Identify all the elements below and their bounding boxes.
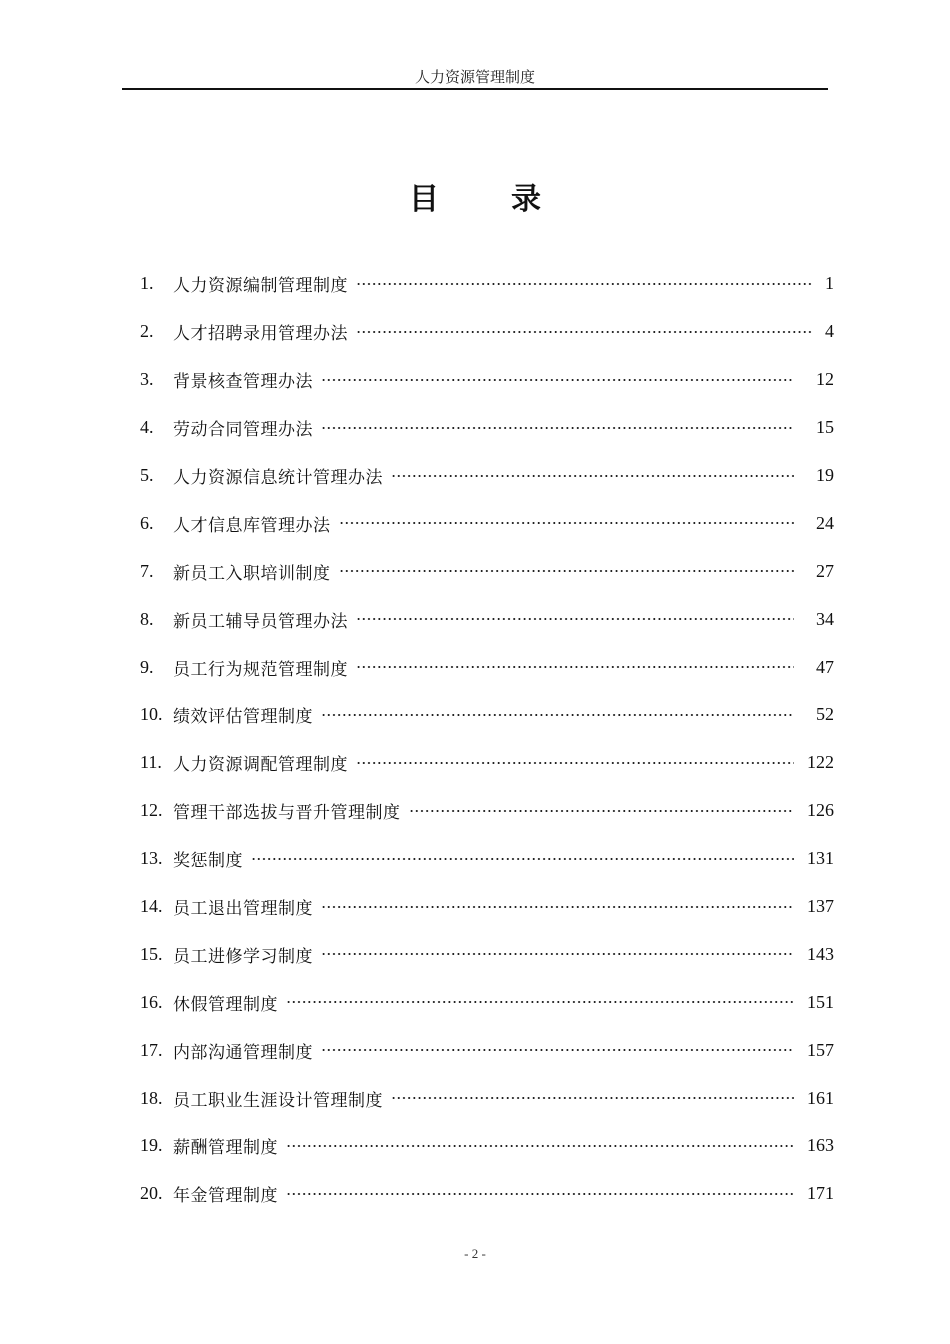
toc-list — [140, 260, 834, 1218]
toc-dot-leader — [356, 283, 813, 285]
toc-dot-leader — [391, 1097, 794, 1099]
toc-entry-title: 人力资源调配管理制度 — [173, 755, 348, 776]
toc-entry-title: 年金管理制度 — [173, 1186, 278, 1207]
page-number: - 2 - — [464, 1246, 486, 1261]
toc-entry-page: 12 — [816, 369, 834, 390]
toc-entry-number: 15. — [140, 943, 163, 964]
toc-entry[interactable] — [140, 308, 834, 356]
toc-entry[interactable] — [140, 1170, 834, 1218]
toc-entry[interactable] — [140, 452, 834, 500]
toc-entry-page: 122 — [807, 752, 834, 773]
toc-entry-page: 19 — [816, 465, 834, 485]
toc-entry-page: 171 — [807, 1183, 834, 1204]
toc-entry-title: 员工行为规范管理制度 — [173, 659, 348, 680]
toc-entry[interactable] — [140, 499, 834, 547]
toc-entry-title: 奖惩制度 — [173, 851, 243, 872]
toc-entry[interactable] — [140, 739, 834, 787]
toc-entry-title: 新员工入职培训制度 — [173, 563, 331, 584]
toc-dot-leader — [286, 1001, 794, 1003]
toc-entry[interactable] — [140, 691, 834, 739]
toc-entry-page: 1 — [825, 273, 834, 294]
page-header-title: 人力资源管理制度 — [414, 68, 535, 86]
toc-entry[interactable] — [140, 1026, 834, 1074]
toc-dot-leader — [251, 858, 794, 860]
toc-heading — [0, 178, 950, 222]
toc-entry-title: 休假管理制度 — [173, 994, 278, 1015]
toc-dot-leader — [321, 714, 794, 716]
toc-dot-leader — [321, 379, 794, 381]
toc-entry-number: 14. — [140, 896, 163, 917]
toc-entry-title: 绩效评估管理制度 — [173, 707, 313, 728]
toc-entry-number: 12. — [140, 800, 163, 821]
toc-entry-page: 24 — [816, 512, 834, 533]
toc-entry-number: 11. — [140, 752, 162, 773]
toc-entry-title: 内部沟通管理制度 — [173, 1042, 313, 1063]
toc-entry[interactable] — [140, 643, 834, 691]
toc-entry-title: 管理干部选拔与晋升管理制度 — [173, 803, 401, 824]
toc-entry-title: 新员工辅导员管理办法 — [173, 611, 348, 632]
toc-dot-leader — [409, 810, 795, 812]
toc-entry[interactable] — [140, 787, 834, 835]
toc-entry-page: 163 — [807, 1135, 834, 1156]
toc-dot-leader — [321, 906, 794, 908]
toc-entry-title: 人力资源信息统计管理办法 — [173, 468, 383, 488]
toc-entry-title: 员工职业生涯设计管理制度 — [173, 1090, 383, 1111]
toc-entry-page: 47 — [816, 656, 834, 677]
toc-dot-leader — [286, 1193, 794, 1195]
toc-entry-number: 13. — [140, 848, 163, 869]
toc-dot-leader — [339, 570, 795, 572]
toc-heading-right: 录 — [511, 182, 541, 217]
toc-entry-page: 27 — [816, 560, 834, 581]
toc-entry[interactable] — [140, 404, 834, 452]
toc-entry-title: 员工退出管理制度 — [173, 899, 313, 920]
toc-dot-leader — [339, 522, 795, 524]
toc-entry-number: 20. — [140, 1183, 163, 1204]
toc-entry-page: 126 — [807, 800, 834, 821]
toc-entry[interactable] — [140, 356, 834, 404]
toc-entry[interactable] — [140, 883, 834, 931]
toc-dot-leader — [356, 666, 794, 668]
toc-entry-page: 143 — [807, 943, 834, 964]
toc-entry-page: 131 — [807, 848, 834, 869]
toc-entry-page: 157 — [807, 1039, 834, 1060]
toc-entry-title: 员工进修学习制度 — [173, 946, 313, 967]
toc-entry-number: 5. — [140, 465, 154, 485]
toc-entry-number: 3. — [140, 369, 154, 390]
toc-entry-title: 薪酬管理制度 — [173, 1138, 278, 1159]
toc-entry[interactable] — [140, 260, 834, 308]
toc-heading-left: 目 — [409, 182, 439, 217]
toc-entry[interactable] — [140, 835, 834, 883]
toc-entry-page: 15 — [816, 417, 834, 438]
toc-entry-title: 人才信息库管理办法 — [173, 515, 331, 536]
toc-dot-leader — [321, 953, 794, 955]
toc-entry-number: 19. — [140, 1135, 163, 1156]
toc-entry-page: 34 — [816, 608, 834, 629]
toc-entry-number: 10. — [140, 704, 163, 725]
toc-dot-leader — [286, 1145, 794, 1147]
toc-dot-leader — [321, 1049, 794, 1051]
toc-entry-page: 52 — [816, 704, 834, 725]
toc-dot-leader — [321, 427, 794, 429]
toc-entry-title: 人力资源编制管理制度 — [173, 276, 348, 297]
toc-entry-title: 背景核查管理办法 — [173, 372, 313, 393]
toc-entry-page: 137 — [807, 896, 834, 917]
toc-entry-number: 8. — [140, 608, 154, 629]
toc-entry[interactable] — [140, 547, 834, 595]
toc-entry[interactable] — [140, 930, 834, 978]
toc-entry[interactable] — [140, 1122, 834, 1170]
toc-entry-number: 17. — [140, 1039, 163, 1060]
toc-entry-number: 7. — [140, 560, 154, 581]
toc-entry-page: 161 — [807, 1087, 834, 1108]
toc-entry[interactable] — [140, 1074, 834, 1122]
header-divider — [122, 88, 828, 90]
toc-dot-leader — [356, 331, 813, 333]
toc-dot-leader — [391, 475, 794, 477]
toc-entry-title: 人才招聘录用管理办法 — [173, 324, 348, 345]
toc-dot-leader — [356, 618, 794, 620]
toc-entry-page: 151 — [807, 991, 834, 1012]
toc-entry-title: 劳动合同管理办法 — [173, 420, 313, 441]
toc-dot-leader — [356, 762, 794, 764]
toc-entry-number: 16. — [140, 991, 163, 1012]
toc-entry[interactable] — [140, 978, 834, 1026]
toc-entry-number: 6. — [140, 512, 154, 533]
toc-entry-page: 4 — [825, 321, 834, 342]
toc-entry-number: 18. — [140, 1087, 163, 1108]
toc-entry-number: 2. — [140, 321, 154, 342]
toc-entry[interactable] — [140, 595, 834, 643]
toc-entry-number: 9. — [140, 656, 154, 677]
toc-entry-number: 1. — [140, 273, 154, 294]
toc-entry-number: 4. — [140, 417, 154, 438]
